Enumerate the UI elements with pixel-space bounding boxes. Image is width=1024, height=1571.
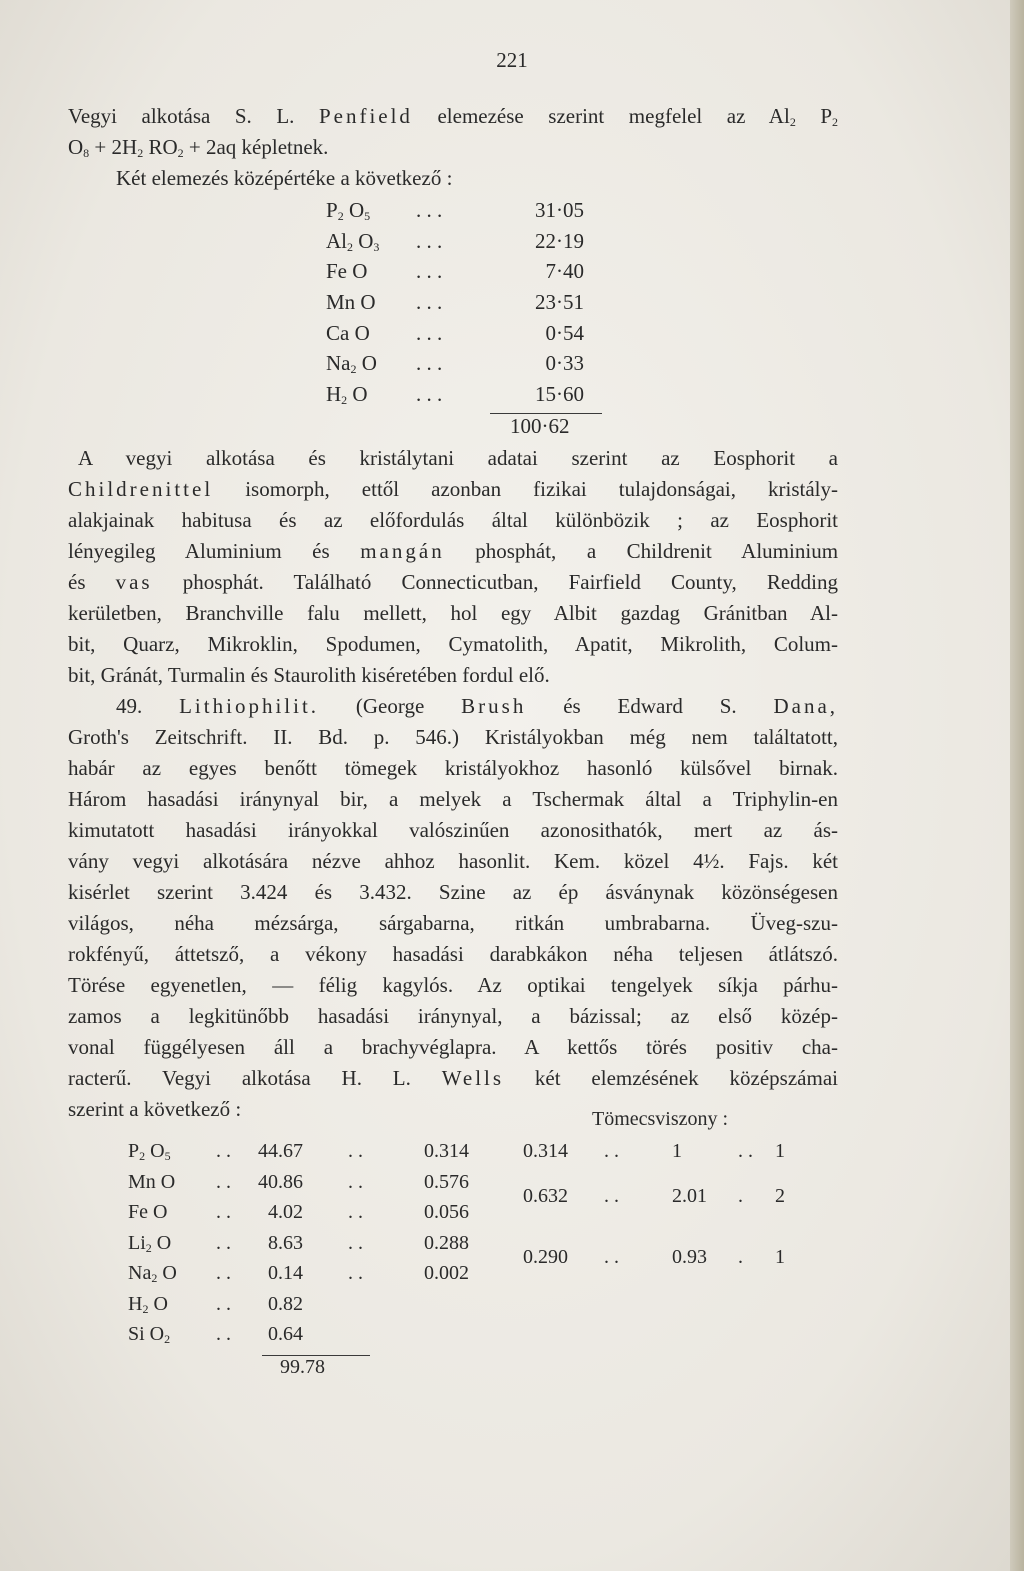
percent-value: 0·54 <box>545 320 584 345</box>
paragraph-line: kisérlet szerint 3.424 és 3.432. Szine az ép ásványnak közönségesen <box>68 880 838 904</box>
table-row <box>326 229 606 260</box>
leader-dots: . . . <box>416 198 443 222</box>
paragraph-line: Három hasadási iránynyal bir, a melyek a Tschermak által a Triphylin-en <box>68 787 838 811</box>
formula: Mn O <box>326 290 376 315</box>
table-row <box>128 1293 828 1324</box>
paragraph-line: habár az egyes benőtt tömegek kristályokhoz hasonló külsővel birnak. <box>68 756 838 780</box>
paragraph-line: kimutatott hasadási irányokkal valószinűen azonosithatók, mert az ás- <box>68 818 838 842</box>
paragraph-line: Törése egyenetlen, — félig kagylós. Az optikai tengelyek síkja párhu- <box>68 973 838 997</box>
leader-dots: . . <box>216 1323 231 1345</box>
author-name: Penfield <box>318 104 413 128</box>
formula: Ca O <box>326 320 370 345</box>
paragraph-line: vonal függélyesen áll a brachyvéglapra. A kettős törés positiv cha- <box>68 1035 838 1059</box>
percent-value: 23·51 <box>535 290 584 315</box>
table-row <box>326 198 606 229</box>
table-row <box>326 321 606 352</box>
table-row <box>128 1140 828 1171</box>
integer-ratio: 1 <box>775 1246 785 1268</box>
page-number: 221 <box>496 48 528 72</box>
leader-dots: . . <box>348 1170 363 1193</box>
analysis-1-total: 100·62 <box>510 414 570 438</box>
group-sum: 0.314 <box>523 1140 568 1162</box>
paragraph-line: racterű. Vegyi alkotása H. L. Wells két elemzésének középszámai <box>68 1066 838 1090</box>
formula: Si $O_2$ <box>128 1323 171 1346</box>
leader-dots: . . . <box>416 351 443 376</box>
table-row <box>326 382 606 413</box>
formula: $Li_2$ O <box>128 1231 172 1255</box>
paragraph-line: A vegyi alkotása és kristálytani adatai szerint az Eosphorit a <box>78 446 838 470</box>
leader-dots: . . . <box>416 320 443 345</box>
paragraph-line: vány vegyi alkotására nézve ahhoz hasonlit. Kem. közel 4½. Fajs. két <box>68 849 838 873</box>
paragraph-line: lényegileg Aluminium és mangán phosphát, a Childrenit Aluminium <box>68 539 839 563</box>
percent-value: 0.82 <box>268 1292 303 1315</box>
molecular-ratio: 0.056 <box>424 1201 469 1223</box>
analysis-table-2 <box>128 1140 828 1354</box>
formula: Fe O <box>326 259 368 284</box>
group-sum: 0.290 <box>523 1246 568 1268</box>
formula: $Na_2$ O <box>326 351 377 377</box>
leader-dots: . . <box>348 1140 363 1162</box>
percent-value: 7·40 <box>545 259 584 284</box>
paragraph-line: és vas phosphát. Található Connecticutban, Fairfield County, Redding <box>68 570 839 594</box>
leader-dots: . . . <box>416 259 443 284</box>
integer-ratio: 2 <box>775 1185 785 1207</box>
leader-dots: . . . <box>416 290 443 315</box>
paragraph-line: zamos a legkitünőbb hasadási iránynyal, a bázissal; az első közép- <box>68 1004 838 1028</box>
table-row <box>128 1323 828 1354</box>
leader-dots: . . <box>348 1201 363 1223</box>
paragraph-line: kerületben, Branchville falu mellett, hol egy Albit gazdag Gránitban Al- <box>68 601 838 625</box>
intro-line-2: $O_8 + 2H_2$ $RO_2 + 2aq$ képletnek. <box>68 135 329 160</box>
leader-dots: . . <box>216 1262 231 1284</box>
intro-line-1 <box>68 102 838 130</box>
analysis-2-total: 99.78 <box>280 1356 325 1378</box>
leader-dots: . . . <box>416 228 443 253</box>
formula: $Al_2$ $O_3$ <box>326 228 380 254</box>
leader-dots: . . <box>216 1201 231 1223</box>
paragraph-line: alakjainak habitusa és az előfordulás által különbözik ; az Eosphorit <box>68 508 838 532</box>
paragraph-line: bit, Gránát, Turmalin és Staurolith kiséretében fordul elő. <box>68 663 550 687</box>
table-row <box>326 351 606 382</box>
leader-dots: . . <box>738 1140 753 1162</box>
leader-dots: . . <box>348 1262 363 1284</box>
percent-value: 0.64 <box>268 1323 303 1345</box>
table-row <box>326 259 606 290</box>
molecular-ratio: 0.314 <box>424 1140 469 1162</box>
leader-dots: . . <box>604 1246 619 1268</box>
percent-value: 0·33 <box>545 351 584 376</box>
formula: Fe O <box>128 1201 168 1223</box>
formula: $Na_2$ O <box>128 1262 177 1285</box>
intro-line-3: Két elemezés középértéke a következő : <box>116 166 453 190</box>
formula: $P_2$ $O_5$ <box>128 1140 171 1163</box>
leader-dots: . . <box>216 1140 231 1162</box>
page-edge <box>1010 0 1024 1571</box>
table-row <box>128 1232 828 1263</box>
formula: Mn O <box>128 1170 176 1193</box>
leader-dots: . <box>738 1185 743 1207</box>
leader-dots: . . . <box>416 382 443 407</box>
intro-text: Vegyi alkotása S. L. <box>68 104 295 128</box>
paragraph-line: Childrenittel isomorph, ettől azonban fizikai tulajdonságai, kristály- <box>68 477 839 501</box>
paragraph-line: bit, Quarz, Mikroklin, Spodumen, Cymatolith, Apatit, Mikrolith, Colum- <box>68 632 838 656</box>
percent-value: 8.63 <box>268 1231 303 1254</box>
table-row <box>128 1171 828 1202</box>
formula: $H_2$ O <box>128 1292 168 1316</box>
table-row <box>128 1201 828 1232</box>
paragraph-line: világos, néha mézsárga, sárgabarna, ritkán umbrabarna. Üveg-szu- <box>68 911 838 935</box>
leader-dots: . . <box>604 1140 619 1162</box>
percent-value: 0.14 <box>268 1262 303 1284</box>
molecular-ratio: 0.002 <box>424 1262 469 1284</box>
percent-value: 31·05 <box>535 198 584 222</box>
ratio-value: 2.01 <box>672 1185 707 1207</box>
percent-value: 4.02 <box>268 1201 303 1223</box>
leader-dots: . . <box>216 1170 231 1193</box>
paragraph-line: Groth's Zeitschrift. II. Bd. p. 546.) Kristályokban még nem találtatott, <box>68 725 838 749</box>
paragraph-line: szerint a következő : <box>68 1097 242 1121</box>
paragraph-line: 49. Lithiophilit. (George Brush és Edward S. Dana, <box>116 694 839 718</box>
percent-value: 22·19 <box>535 228 584 253</box>
formula: $P_2$ $O_5$ <box>326 198 371 223</box>
molecular-ratio: 0.576 <box>424 1170 469 1193</box>
analysis-table-1 <box>326 198 606 413</box>
table-row <box>326 290 606 321</box>
formula: $H_2$ O <box>326 382 368 408</box>
ratio-header: Tömecsviszony : <box>592 1108 729 1130</box>
formula-fragment: elemezése szerint megfelel az $Al_2$ $P_2$ <box>437 104 839 129</box>
ratio-value: 1 <box>672 1140 682 1162</box>
table-row <box>128 1262 828 1293</box>
percent-value: 40.86 <box>258 1170 303 1193</box>
percent-value: 15·60 <box>535 382 584 407</box>
leader-dots: . . <box>604 1185 619 1207</box>
paragraph-line: rokfényű, áttetsző, a vékony hasadási darabkákon néha teljesen átlátszó. <box>68 942 838 966</box>
leader-dots: . <box>738 1246 743 1268</box>
leader-dots: . . <box>216 1231 231 1254</box>
leader-dots: . . <box>348 1231 363 1254</box>
leader-dots: . . <box>216 1292 231 1315</box>
group-sum: 0.632 <box>523 1185 568 1207</box>
molecular-ratio: 0.288 <box>424 1231 469 1254</box>
ratio-value: 0.93 <box>672 1246 707 1268</box>
integer-ratio: 1 <box>775 1140 785 1162</box>
percent-value: 44.67 <box>258 1140 303 1162</box>
